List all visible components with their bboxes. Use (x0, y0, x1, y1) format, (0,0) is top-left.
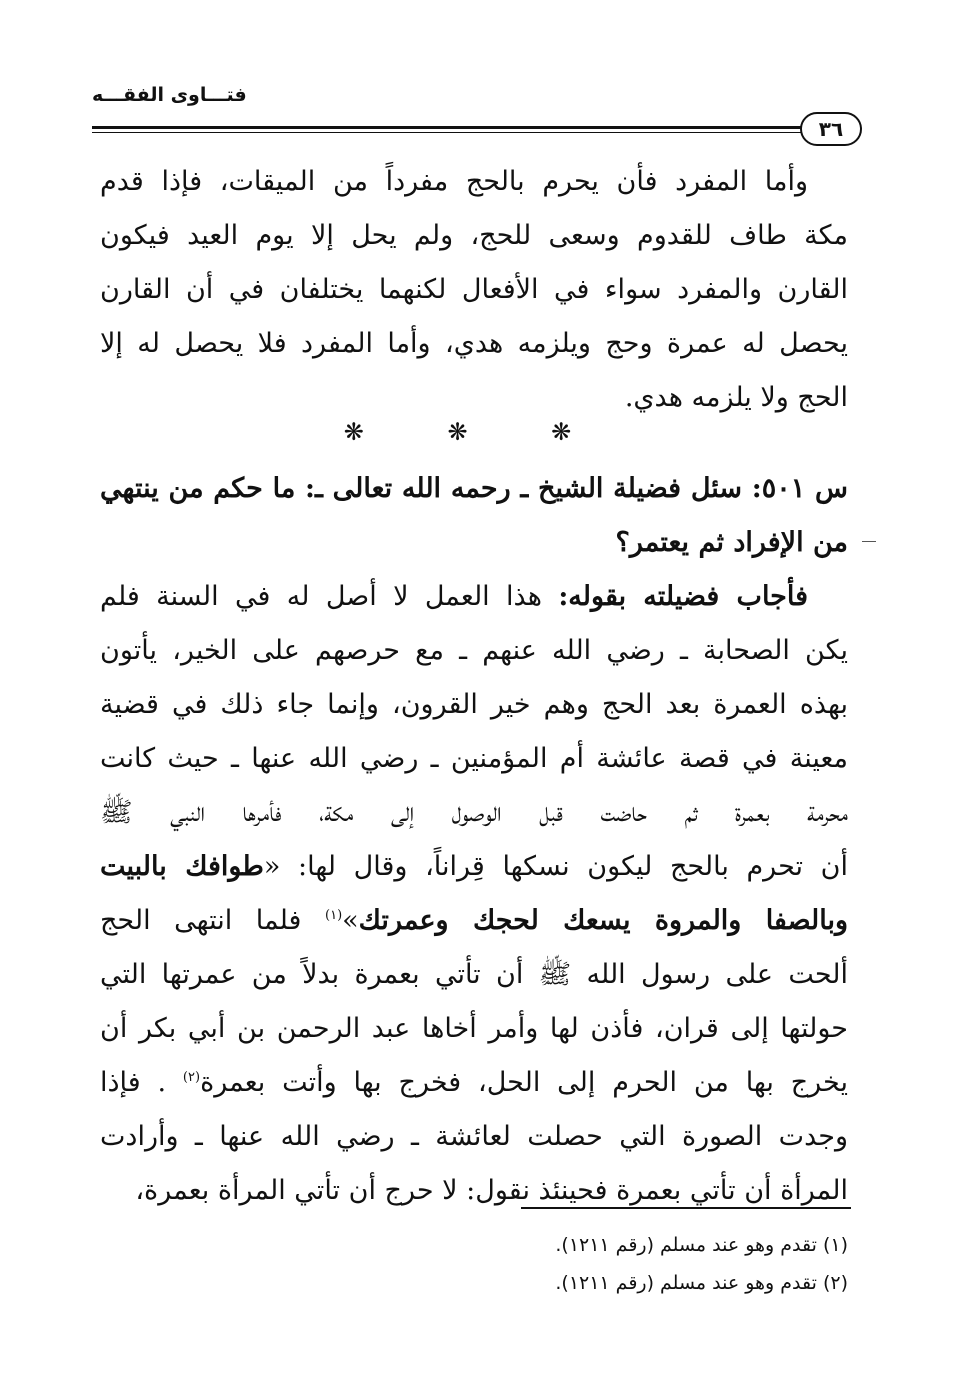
hadith-quote: وبالصفا والمروة يسعك لحجك وعمرتك (358, 905, 848, 936)
paragraph-1-line: يحصل له عمرة وحج ويلزمه هدي، وأما المفرد فلا يحصل له إلا (100, 328, 848, 359)
section-separator: ❋ ❋ ❋ (343, 418, 610, 446)
answer-line (100, 570, 848, 624)
answer-text: فلما انتهى الحج (100, 905, 325, 936)
paragraph-1 (100, 155, 848, 425)
paragraph-1-line: وأما المفرد فأن يحرم بالحج مفرداً من الميقات، فإذا قدم (100, 166, 808, 197)
answer-text: . فإذا (100, 1067, 183, 1098)
quote-close: » (342, 905, 359, 936)
paragraph-1-line: القارن والمفرد سواء في الأفعال لكنهما يختلفان في أن القارن (100, 274, 848, 305)
answer-text: هذا العمل لا أصل له في السنة فلم (100, 581, 559, 612)
answer-line: معينة في قصة عائشة أم المؤمنين ـ رضي الله عنها ـ حيث كانت (100, 743, 848, 774)
page-header (92, 70, 862, 160)
answer-line (100, 840, 848, 894)
footnote-2: (٢) تقدم وهو عند مسلم (رقم ١٢١١). (555, 1272, 848, 1294)
answer (100, 570, 848, 1218)
footnote-1: (١) تقدم وهو عند مسلم (رقم ١٢١١). (555, 1234, 848, 1256)
answer-lead: فأجاب فضيلته بقوله: (558, 581, 808, 612)
answer-line: حولتها إلى قران، فأذن لها وأمر أخاها عبد الرحمن بن أبي بكر أن (100, 1013, 848, 1044)
paragraph-1-line: مكة طاف للقدوم وسعى للحج، ولم يحل إلا يوم العيد فيكون (100, 220, 848, 251)
answer-line (100, 894, 848, 948)
footnote-ref-2[interactable]: (٢) (182, 1070, 201, 1085)
answer-line: المرأة أن تأتي بعمرة فحينئذ نقول: لا حرج أن تأتي المرأة بعمرة، (135, 1175, 848, 1206)
footnote-divider (521, 1207, 851, 1209)
question-line: س ٥٠١: سئل فضيلة الشيخ ـ رحمه الله تعالى ـ: ما حكم من ينتهي (100, 473, 848, 504)
paragraph-1-line: الحج ولا يلزمه هدي. (624, 382, 848, 413)
running-title: فتـــاوى الفقـــه (92, 84, 247, 106)
answer-line: وجدت الصورة التي حصلت لعائشة ـ رضي الله عنها ـ وأرادت (100, 1121, 848, 1152)
question-line: من الإفراد ثم يعتمر؟ (615, 527, 848, 558)
footnotes (348, 1226, 848, 1302)
answer-text: أن تحرم بالحج ليكون نسكها قِراناً، وقال لها: « (263, 851, 848, 882)
header-rule-thick (92, 126, 802, 129)
answer-line: ألحت على رسول الله ﷺ أن تأتي بعمرة بدلاً من عمرتها التي (100, 959, 848, 990)
hadith-quote: طوافك بالبيت (100, 851, 264, 882)
answer-text: يخرج بها من الحرم إلى الحل، فخرج بها وأتت بعمرة (200, 1067, 848, 1098)
answer-line: بهذه العمرة بعد الحج وهم خير القرون، وإنما جاء ذلك في قضية (100, 689, 848, 720)
footnote-ref-1[interactable]: (١) (325, 908, 343, 923)
page-number-badge: ٣٦ (800, 112, 862, 146)
answer-line: محرمة بعمرة ثم حاضت قبل الوصول إلى مكة، فأمرها النبي ﷺ (100, 797, 848, 828)
answer-line: يكن الصحابة ـ رضي الله عنهم ـ مع حرصهم على الخير، يأتون (100, 635, 848, 666)
answer-line (100, 1056, 848, 1110)
question (100, 462, 848, 570)
margin-mark (862, 541, 876, 542)
header-rule-thin (92, 132, 802, 133)
